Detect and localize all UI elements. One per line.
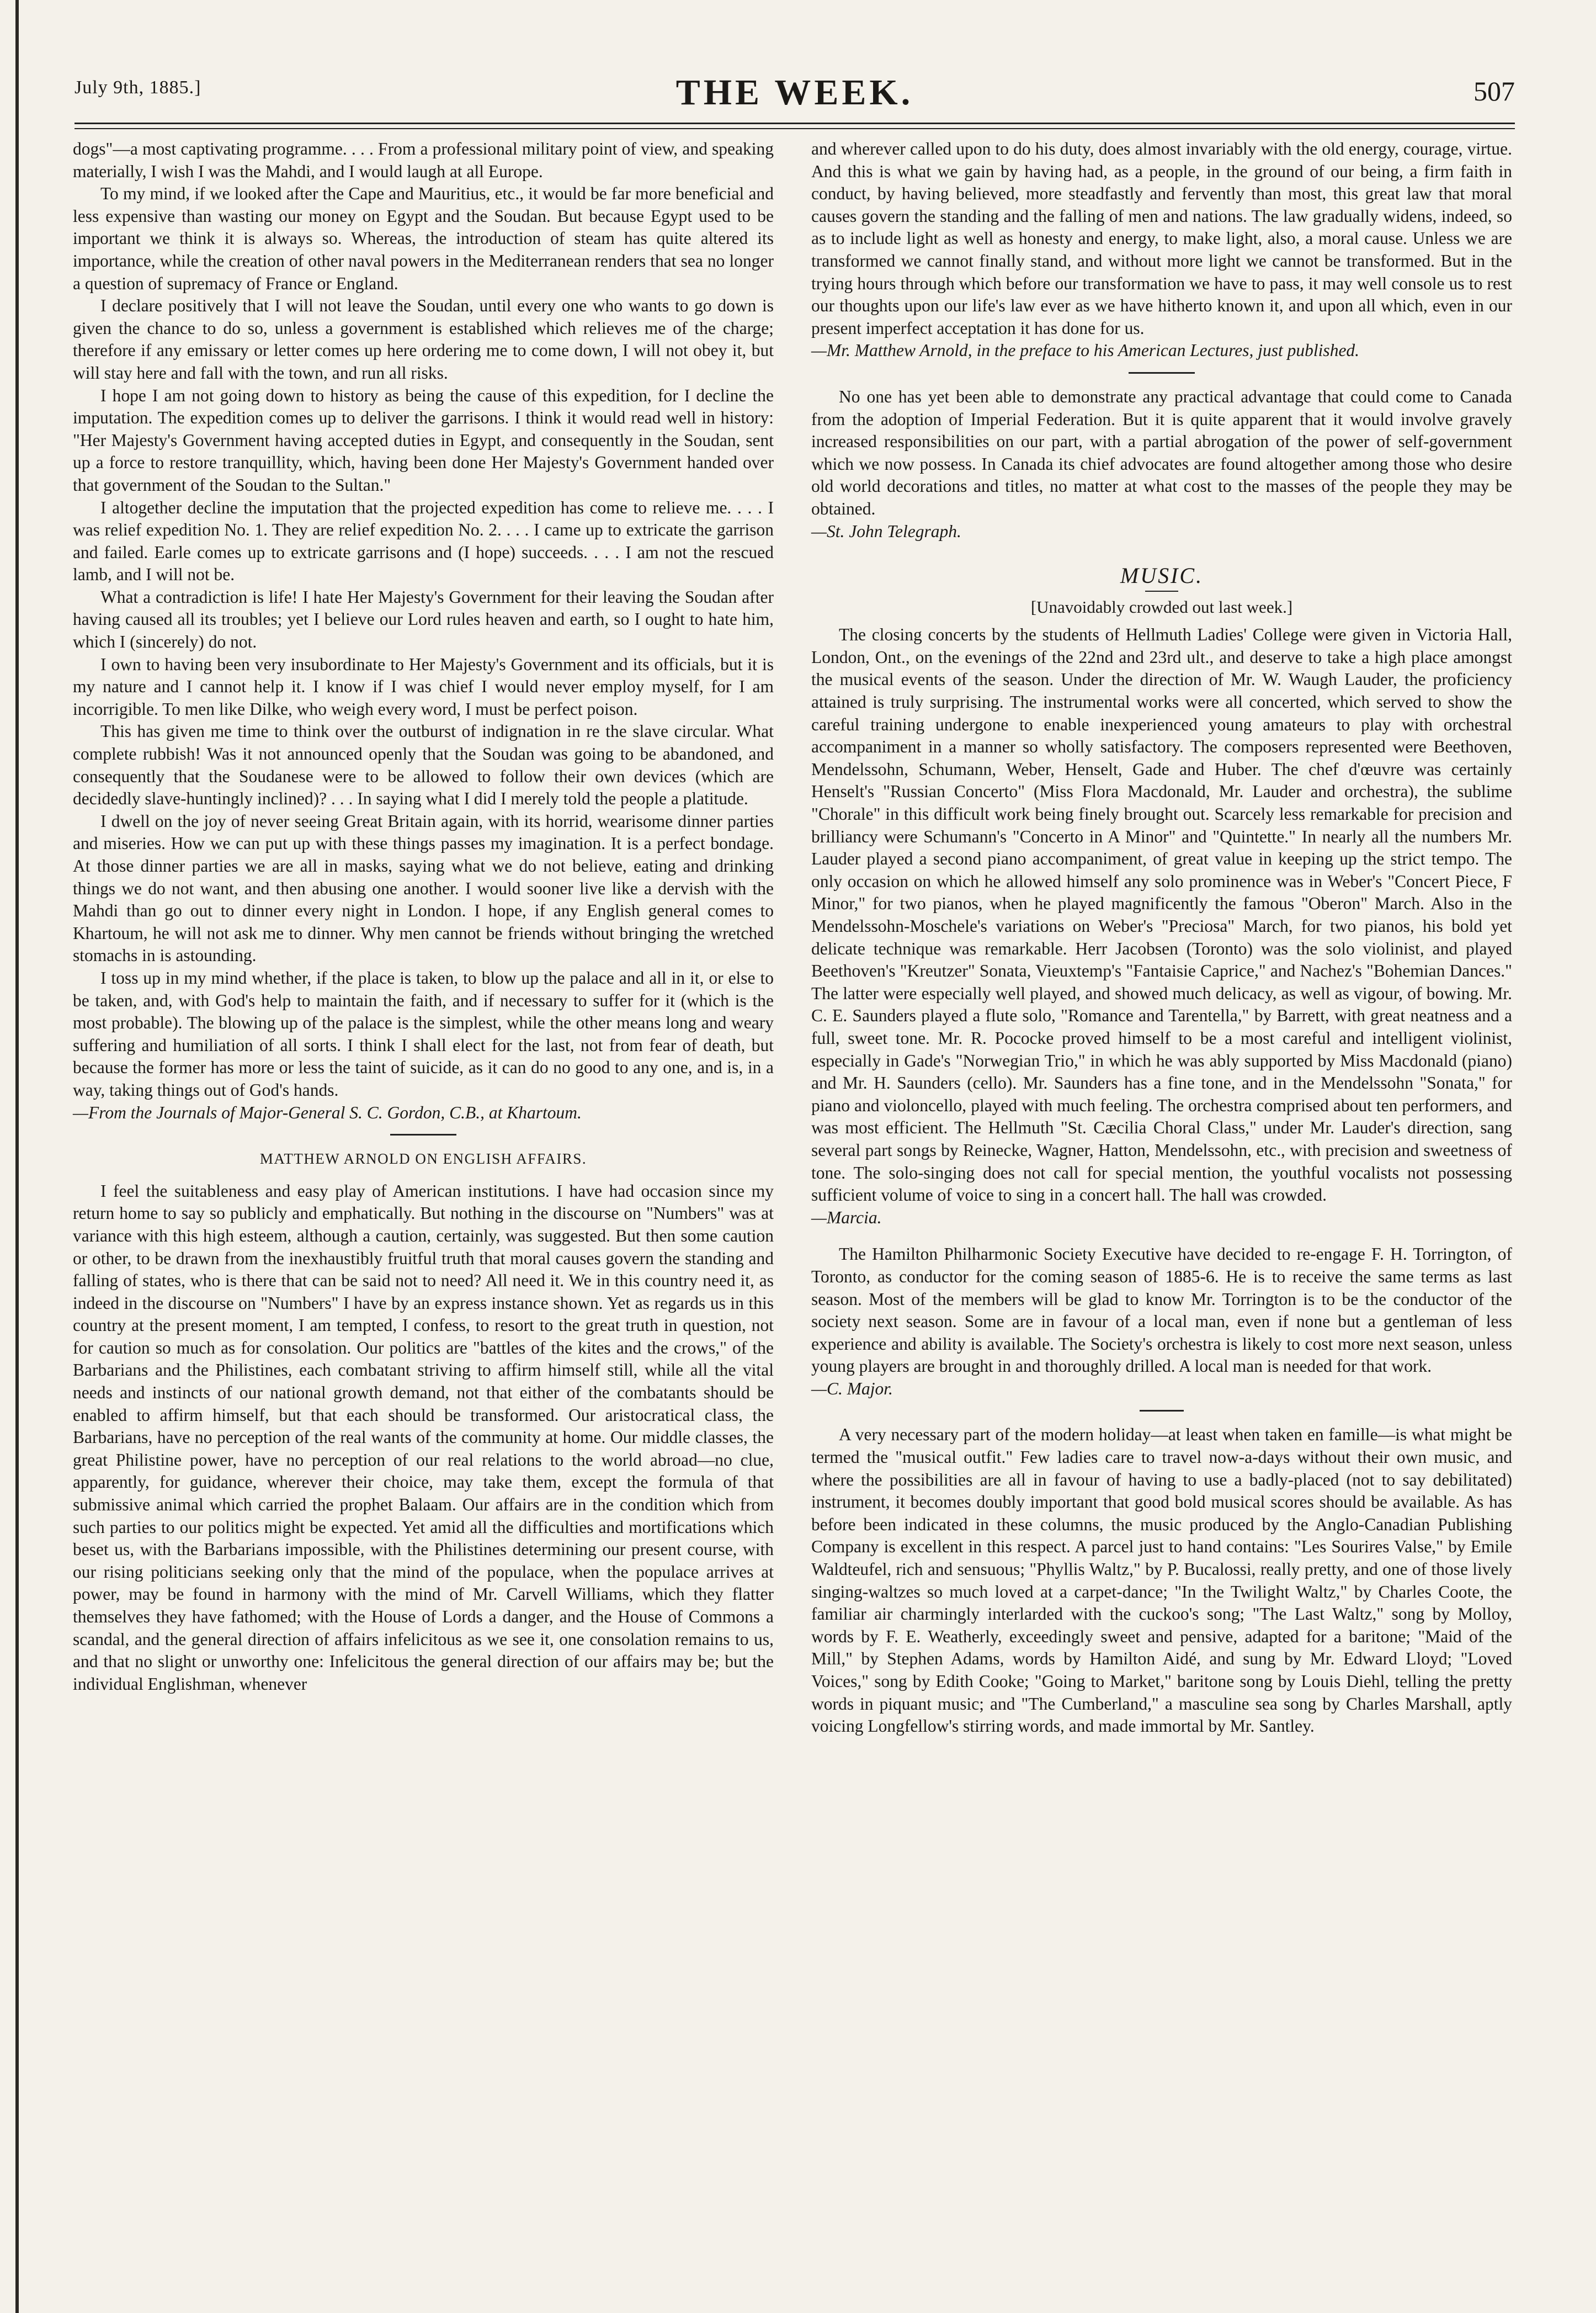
gordon-paragraph: I declare positively that I will not leave the Soudan, until every one who wants to go down is given the chance to do so, unless a government is established which relieves me of the charge; therefore if any emissary or letter comes up here ordering me to come down, I will not obey it, but will stay here and fall with the town, and run all risks. xyxy=(73,296,774,383)
music-note: [Unavoidably crowded out last week.] xyxy=(1030,597,1293,617)
masthead-title: THE WEEK. xyxy=(675,72,914,113)
binding-edge xyxy=(15,0,19,2313)
federation-paragraph: No one has yet been able to demonstrate any practical advantage that could come to Canada from the adoption of Imperial Federation. But it is quite apparent that it would involve gravely increased responsibilities on our part, with a partial abrogation of the power of self-government which we now possess. In Canada its chief advocates are found altogether among those who desire old world decorations and titles, no matter at what cost to the masses of the people they may be obtained. xyxy=(811,386,1512,518)
gordon-paragraph: I altogether decline the imputation that the projected expedition has come to relieve me. . . . I was relief expedition No. 1. They are relief expedition No. 2. . . . I came up to extricate the garrison and failed. Earle comes up to extricate garrisons and (I hope) succeeds. . . . I am not the rescued lamb, and I will not be. xyxy=(73,497,774,585)
gordon-paragraph: I toss up in my mind whether, if the place is taken, to blow up the palace and all in it, or else to be taken, and, with God's help to maintain the faith, and if necessary to suffer for it (which is the most probable). The blowing up of the palace is the simplest, while the other means long and weary suffering and humiliation of all sorts. I think I shall elect for the last, not from fear of death, but because the former has more or less the taint of suicide, as it can do no good to any one, and is, in a way, taking things out of God's hands. xyxy=(73,968,774,1100)
header-rule xyxy=(75,123,1515,124)
hamilton-paragraph: The Hamilton Philharmonic Society Executive have decided to re-engage F. H. Torrington, of Toronto, as conductor for the coming season of 1885-6. He is to receive the same terms as last season. Most of the members will be glad to know Mr. Torrington is to be the conductor of the society next season. Some are in favour of a local man, even if none but a gentleman of less experience and ability is available. The Society's orchestra is likely to cost more next season, unless young players are brought in and thoroughly drilled. A local man is needed for that work. xyxy=(811,1244,1512,1376)
holiday-paragraph: A very necessary part of the modern holiday—at least when taken en famille—is what might be termed the "musical outfit." Few ladies care to travel now-a-days without their own music, and where the possibilities are all in favour of having to use a badly-placed (not to say debilitated) instrument, it becomes doubly important that good bold musical scores should be available. As has before been indicated in these columns, the music produced by the Anglo-Canadian Publishing Company is excellent in this respect. A parcel just to hand contains: "Les Sourires Valse," by Emile Waldteufel, rich and sensuous; "Phyllis Waltz," by P. Bucalossi, really pretty, and one of those lively singing-waltzes so much loved at a carpet-dance; "In the Twilight Waltz," by Charles Coote, the familiar air charmingly interlarded with the cuckoo's song; "The Last Waltz," song by Molloy, words by F. E. Weatherly, exceedingly sweet and pensive, adapted for a baritone; "Maid of the Mill," by Stephen Adams, words by Hamilton Aidé, and sung by Mr. Edward Lloyd; "Loved Voices," song by Edith Cooke; "Going to Market," baritone song by Louis Diehl, telling the pretty words in piquant music; and "The Cumberland," a masculine sea song by Charles Marshall, aptly voicing Longfellow's stirring words, and made immortal by Mr. Santley. xyxy=(811,1425,1512,1736)
arnold-heading: MATTHEW ARNOLD ON ENGLISH AFFAIRS. xyxy=(259,1150,587,1168)
arnold-continuation: and wherever called upon to do his duty, does almost invariably with the old energy, courage, virtue. And this is what we gain by having had, as a people, in the ground of our being, a firm faith in conduct, by having believed, more steadfastly and fervently than most, this great law that moral causes govern the standing and the falling of men and nations. The law gradually widens, indeed, so as to include light as well as honesty and energy, to make light, also, a moral cause. Unless we are transformed we cannot finally stand, and without more light we cannot be transformed. But in the trying hours through which before our transformation we have to pass, it may well console us to rest our thoughts upon our life's law ever as we have hitherto known it, and upon all which, even in our present imperfect acceptation it has done for us. xyxy=(811,139,1512,338)
music-heading: MUSIC. xyxy=(1120,563,1204,588)
hamilton-attribution: —C. Major. xyxy=(811,1378,893,1398)
gordon-paragraph: What a contradiction is life! I hate Her Majesty's Government for their leaving the Soudan after having caused all its troubles; yet I believe our Lord rules heaven and earth, so I ought to hate him, which I (sincerely) do not. xyxy=(73,587,774,652)
spacer xyxy=(811,1229,1512,1243)
gordon-paragraph: dogs"—a most captivating programme. . . . From a professional military point of view, and speaking materially, I wish I was the Mahdi, and I would laugh at all Europe. xyxy=(73,139,774,181)
gordon-attribution: —From the Journals of Major-General S. C. Gordon, C.B., at Khartoum. xyxy=(73,1102,582,1122)
federation-attribution: —St. John Telegraph. xyxy=(811,521,961,541)
hellmuth-paragraph: The closing concerts by the students of Hellmuth Ladies' College were given in Victoria Hall, London, Ont., on the evenings of the 22nd and 23rd ult., and deserve to take a high place amongst the musical events of the season. Under the direction of Mr. W. Waugh Lauder, the proficiency attained is truly surprising. The instrumental works were all concerted, which served to show the careful training undergone to enable inexperienced young amateurs to play with orchestral accompaniment in a manner so wholly satisfactory. The composers represented were Beethoven, Mendelssohn, Schumann, Weber, Henselt, Gade and Huber. The chef d'œuvre was certainly Henselt's "Russian Concerto" (Miss Flora Macdonald, Mr. Lauder and orchestra), the sublime "Chorale" in this difficult work being finely brought out. Scarcely less remarkable for precision and brilliancy were Schumann's "Concerto in A Minor" and "Quintette." In nearly all the numbers Mr. Lauder played a second piano accompaniment, of great value in keeping up the strict tempo. The only occasion on which he allowed himself any solo prominence was in Weber's "Concert Piece, F Minor," for two pianos, when he played magnificently the famous "Oberon" March. Also in the Mendelssohn-Moschele's variations on Weber's "Preciosa" March, for two pianos, his bold yet delicate technique was remarkable. Herr Jacobsen (Toronto) was the solo violinist, and played Beethoven's "Kreutzer" Sonata, Vieuxtemp's "Fantaisie Caprice," and Nachez's "Bohemian Dances." The latter were especially well played, and showed much delicacy, as well as vigour, of bowing. Mr. C. E. Saunders played a flute solo, "Romance and Tarentella," by Barrett, with great neatness and a full, sweet tone. Mr. R. Pococke proved himself to be a most careful and intelligent violinist, especially in Gade's "Norwegian Trio," in which he was ably supported by Miss Macdonald (piano) and Mr. H. Saunders (cello). Mr. Saunders has a fine tone, and in the Mendelssohn "Sonata," for piano and violoncello, played with much feeling. The orchestra comprised about ten performers, and was most efficient. The Hellmuth "St. Cæcilia Choral Class," under Mr. Lauder's direction, sang several part songs by Reinecke, Wagner, Hatton, Mendelssohn, etc., with precision and sweetness of tone. The solo-singing does not call for special mention, the youthful vocalists not possessing sufficient volume of voice to sing in a concert hall. The hall was crowded. xyxy=(811,625,1512,1205)
gordon-paragraph: I own to having been very insubordinate to Her Majesty's Government and its officials, but it is my nature and I cannot help it. I know if I was chief I would never employ myself, for I am incorrigible. To men like Dilke, who weigh every word, I must be perfect poison. xyxy=(73,654,774,719)
arnold-paragraph: I feel the suitableness and easy play of American institutions. I have had occasion since my return home to say so publicly and emphatically. But nothing in the discourse on "Numbers" was at variance with this high esteem, although a caution, certainly, was suggested. But then some caution or other, to be drawn from the inexhaustibly fruitful truth that moral causes govern the standing and falling of states, who is there that can be said not to need? All need it. We in this country need it, as indeed in the discourse on "Numbers" I have by an express instance shown. Yet as regards us in this country at the present moment, I am tempted, I confess, to resort to the great truth in question, not for caution so much as for consolation. Our politics are "battles of the kites and the crows," of the Barbarians and the Philistines, each combatant striving to affirm himself still, while all the vital needs and instincts of our national growth demand, not that either of the combatants should be enabled to affirm himself, but that each should be transformed. Our aristocratical class, the Barbarians, have no perception of the real wants of the community at home. Our middle classes, the great Philistine power, have no perception of our real relations to the world abroad—no clue, apparently, for guidance, wherever their choice, may take them, except the formula of that submissive animal which carried the prophet Balaam. Our affairs are in the condition which from such parties to our politics might be expected. Yet amid all the difficulties and mortifications which beset us, with the Barbarians impossible, with the Philistines determining our present course, with our rising politicians seeking only that the mind of the populace, when the populace arrives at power, may be found in harmony with the mind of Mr. Carvell Williams, which they flatter themselves they have fathomed; with the House of Lords a danger, and the House of Commons a scandal, and the general direction of affairs infelicitous as we see it, one consolation remains to us, and that no slight or unworthy one: Infelicitous the general direction of our affairs may be; but the individual Englishman, whenever xyxy=(73,1181,774,1694)
music-heading-rule xyxy=(1145,591,1178,592)
gordon-paragraph: I dwell on the joy of never seeing Great Britain again, with its horrid, wearisome dinner parties and miseries. How we can put up with these things passes my imagination. It is a perfect bondage. At those dinner parties we are all in masks, saying what we do not believe, eating and drinking things we do not want, and then abusing one another. I would sooner live like a dervish with the Mahdi than go out to dinner every night in London. I hope, if any English general comes to Khartoum, he will not ask me to dinner. Why men cannot be friends without bringing the wretched stomachs in is astounding. xyxy=(73,811,774,965)
section-rule xyxy=(1129,372,1195,374)
issue-date: July 9th, 1885.] xyxy=(75,77,201,98)
right-column xyxy=(811,138,1512,1738)
hellmuth-attribution: —Marcia. xyxy=(811,1207,882,1227)
gordon-paragraph: This has given me time to think over the outburst of indignation in re the slave circular. What complete rubbish! Was it not announced openly that the Soudan was going to be abandoned, and consequently that the Soudanese were to be allowed to follow their own devices (which are decidedly slave-huntingly inclined)? . . . In saying what I did I merely told the people a platitude. xyxy=(73,722,774,809)
header-rule-thin xyxy=(75,128,1515,129)
arnold-attribution: —Mr. Matthew Arnold, in the preface to his American Lectures, just published. xyxy=(811,341,1360,360)
gordon-paragraph: I hope I am not going down to history as being the cause of this expedition, for I decline the imputation. The expedition comes up to deliver the garrisons. I think it would read well in history: "Her Majesty's Government having accepted duties in Egypt, and consequently in the Soudan, sent up a force to restore tranquillity, which, having been done Her Majesty's Government handed over that government of the Soudan to the Sultan." xyxy=(73,385,774,495)
section-rule xyxy=(390,1134,456,1136)
page-header xyxy=(75,72,1515,116)
section-rule xyxy=(1140,1410,1184,1412)
page-number: 507 xyxy=(1473,76,1515,107)
gordon-paragraph: To my mind, if we looked after the Cape and Mauritius, etc., it would be far more beneficial and less expensive than wasting our money on Egypt and the Soudan. But because Egypt used to be important we think it is always so. Whereas, the introduction of steam has quite altered its importance, while the creation of other naval powers in the Mediterranean renders that sea no longer a question of supremacy of France or England. xyxy=(73,184,774,293)
left-column xyxy=(73,138,774,1695)
